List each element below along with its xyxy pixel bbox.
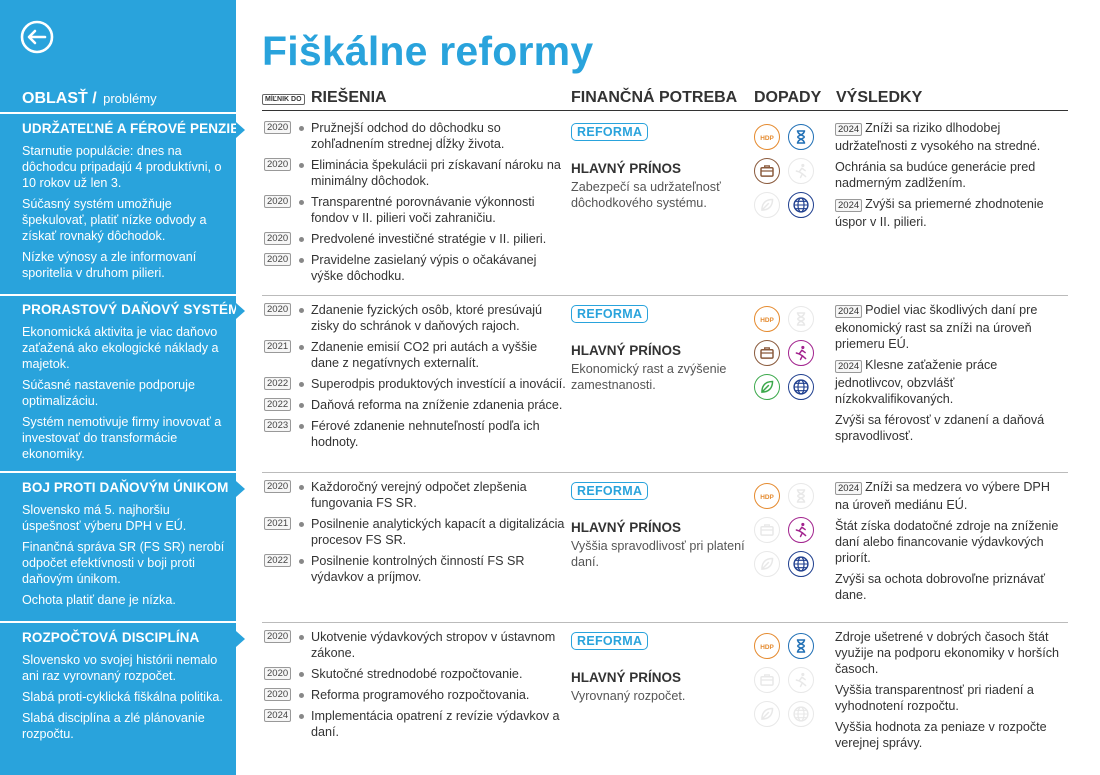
svg-text:HDP: HDP (760, 134, 774, 142)
milestone-year: 2020 (264, 121, 291, 134)
milestone-year: 2020 (264, 232, 291, 245)
benefit-title: HLAVNÝ PRÍNOS (571, 343, 682, 358)
result-text: Zvýši sa férovosť v zdanení a daňová spravodlivosť. (835, 413, 1045, 443)
runner-icon (788, 340, 814, 366)
solution-item (262, 553, 568, 585)
briefcase-icon (754, 517, 780, 543)
timeline-dot (299, 163, 304, 168)
solutions-list (262, 629, 568, 745)
results-list (835, 479, 1065, 608)
sidebar-header (22, 90, 157, 108)
globe-icon (788, 551, 814, 577)
area-title: PRORASTOVÝ DAŇOVÝ SYSTÉM (22, 302, 240, 317)
milestone-year: 2024 (264, 709, 291, 722)
timeline-dot (299, 308, 304, 313)
benefit-text: Zabezpečí sa udržateľnosť dôchodkového systému. (571, 180, 721, 210)
result-item (835, 357, 1065, 407)
result-item (835, 196, 1065, 230)
milestone-year: 2020 (264, 303, 291, 316)
solution-text: Eliminácia špekulácii pri získavaní nároku na minimálny dôchodok. (311, 158, 561, 188)
result-year: 2024 (835, 482, 862, 495)
back-arrow-icon[interactable] (20, 20, 54, 54)
runner-icon (788, 667, 814, 693)
timeline-dot (299, 522, 304, 527)
solution-text: Superodpis produktových investícií a inovácií. (311, 377, 566, 391)
sidebar-divider (0, 112, 236, 114)
timeline-dot (299, 672, 304, 677)
timeline-dot (299, 635, 304, 640)
result-text: Klesne zaťaženie práce jednotlivcov, obzvlášť nízkokvalifikovaných. (835, 358, 998, 406)
problem-text: Systém nemotivuje firmy inovovať a investovať do transformácie ekonomiky. (22, 415, 222, 461)
milestone-year: 2022 (264, 398, 291, 411)
solution-item (262, 397, 568, 413)
problem-text: Ochota platiť dane je nízka. (22, 593, 176, 607)
gdp-icon (754, 483, 780, 509)
milestone-year: 2023 (264, 419, 291, 432)
impact-icons (754, 633, 818, 727)
solutions-list (262, 479, 568, 590)
problem-text: Slabá proti-cyklická fiškálna politika. (22, 690, 223, 704)
timeline-dot (299, 200, 304, 205)
result-item (835, 159, 1065, 191)
area-pointer (236, 631, 245, 647)
result-text: Štát získa dodatočné zdroje na zníženie daní alebo financovanie výdavkových priorít. (835, 519, 1059, 565)
solution-text: Každoročný verejný odpočet zlepšenia fungovania FS SR. (311, 480, 527, 510)
results-list (835, 120, 1065, 235)
result-item (835, 120, 1065, 154)
section-divider (262, 622, 1068, 623)
solution-text: Férové zdanenie nehnuteľností podľa ich hodnoty. (311, 419, 540, 449)
sidebar (0, 0, 240, 775)
result-item (835, 412, 1065, 444)
impacts-header: DOPADY (754, 89, 822, 106)
result-text: Zníži sa medzera vo výbere DPH na úroveň mediánu EÚ. (835, 480, 1050, 512)
result-item (835, 629, 1065, 677)
solution-item (262, 339, 568, 371)
timeline-dot (299, 485, 304, 490)
reform-badge: REFORMA (571, 482, 648, 500)
solution-item (262, 252, 568, 284)
milestone-year: 2020 (264, 195, 291, 208)
benefit-title: HLAVNÝ PRÍNOS (571, 520, 682, 535)
solution-item (262, 120, 568, 152)
problem-text: Nízke výnosy a zle informovaní sporitelia v druhom pilieri. (22, 250, 197, 280)
solution-text: Predvolené investičné stratégie v II. pilieri. (311, 232, 547, 246)
solution-item (262, 231, 568, 247)
result-item (835, 518, 1065, 566)
solution-item (262, 666, 568, 682)
result-text: Ochránia sa budúce generácie pred nadmerným zadlžením. (835, 160, 1036, 190)
timeline-dot (299, 403, 304, 408)
results-list (835, 629, 1065, 756)
leaf-icon (754, 551, 780, 577)
solution-item (262, 194, 568, 226)
area-pointer (236, 122, 245, 138)
runner-icon (788, 517, 814, 543)
result-text: Zdroje ušetrené v dobrých časoch štát využije na podporu ekonomiky v horších časoch. (835, 630, 1060, 676)
solution-item (262, 376, 568, 392)
result-text: Vyššia transparentnosť pri riadení a vyhodnotení rozpočtu. (835, 683, 1034, 713)
solution-item (262, 418, 568, 450)
solution-text: Pružnejší odchod do dôchodku so zohľadnením strednej dĺžky života. (311, 121, 505, 151)
timeline-dot (299, 693, 304, 698)
result-item (835, 571, 1065, 603)
solutions-list (262, 120, 568, 289)
problem-text: Finančná správa SR (FS SR) nerobí odpočet efektívnosti v boji proti daňovým únikom. (22, 540, 225, 586)
page-title: Fiškálne reformy (262, 28, 594, 74)
globe-icon (788, 192, 814, 218)
result-text: Zvýši sa priemerné zhodnotenie úspor v II. pilieri. (835, 197, 1044, 229)
solution-text: Implementácia opatrení z revízie výdavkov a daní. (311, 709, 560, 739)
financial-header: FINANČNÁ POTREBA (571, 89, 738, 106)
sidebar-divider (0, 621, 236, 623)
area-pointer (236, 481, 245, 497)
solutions-list (262, 302, 568, 455)
result-item (835, 479, 1065, 513)
financial-need (571, 123, 746, 211)
area-title: BOJ PROTI DAŇOVÝM ÚNIKOM (22, 480, 229, 495)
solution-item (262, 708, 568, 740)
timeline-dot (299, 345, 304, 350)
solution-item (262, 516, 568, 548)
solution-text: Zdanenie emisií CO2 pri autách a vyššie dane z negatívnych externalít. (311, 340, 538, 370)
sidebar-divider (0, 294, 236, 296)
timeline-dot (299, 424, 304, 429)
svg-text:HDP: HDP (760, 316, 774, 324)
result-year: 2024 (835, 360, 862, 373)
benefit-title: HLAVNÝ PRÍNOS (571, 161, 682, 176)
solution-item (262, 479, 568, 511)
area-pointer (236, 303, 245, 319)
leaf-icon (754, 701, 780, 727)
gdp-icon (754, 306, 780, 332)
financial-need (571, 632, 746, 704)
milestone-header: MÍĽNIK DO (262, 94, 305, 105)
solution-text: Skutočné strednodobé rozpočtovanie. (311, 667, 523, 681)
benefit-text: Ekonomický rast a zvýšenie zamestnanosti. (571, 362, 727, 392)
problem-text: Slovensko vo svojej histórii nemalo ani raz vyrovnaný rozpočet. (22, 653, 218, 683)
solution-text: Posilnenie analytických kapacít a digitalizácia procesov FS SR. (311, 517, 565, 547)
solution-item (262, 687, 568, 703)
timeline-dot (299, 126, 304, 131)
briefcase-icon (754, 158, 780, 184)
area-title: UDRŽATEĽNÉ A FÉROVÉ PENZIE (22, 121, 240, 136)
runner-icon (788, 158, 814, 184)
gdp-icon (754, 633, 780, 659)
area-tax-system (22, 302, 240, 467)
timeline-dot (299, 382, 304, 387)
globe-icon (788, 374, 814, 400)
hourglass-icon (788, 633, 814, 659)
milestone-year: 2022 (264, 554, 291, 567)
problem-text: Starnutie populácie: dnes na dôchodcu pripadajú 4 produktívni, o 10 rokov už len 3. (22, 144, 222, 190)
globe-icon (788, 701, 814, 727)
sidebar-header-main: OBLASŤ / (22, 90, 97, 107)
problem-text: Súčasné nastavenie podporuje optimalizáciu. (22, 378, 195, 408)
solution-item (262, 157, 568, 189)
area-pensions (22, 121, 240, 286)
sidebar-header-sub: problémy (103, 91, 157, 106)
milestone-year: 2022 (264, 377, 291, 390)
area-title: ROZPOČTOVÁ DISCIPLÍNA (22, 630, 200, 645)
reform-badge: REFORMA (571, 632, 648, 650)
solution-text: Posilnenie kontrolných činností FS SR výdavkov a príjmov. (311, 554, 525, 584)
leaf-icon (754, 192, 780, 218)
area-budget (22, 630, 230, 747)
impact-icons (754, 306, 818, 400)
section-divider (262, 295, 1068, 296)
solutions-header: RIEŠENIA (311, 89, 387, 106)
hourglass-icon (788, 306, 814, 332)
svg-text:HDP: HDP (760, 643, 774, 651)
financial-need (571, 305, 746, 393)
milestone-year: 2020 (264, 480, 291, 493)
result-year: 2024 (835, 123, 862, 136)
impact-icons (754, 483, 818, 577)
result-item (835, 719, 1065, 751)
sidebar-divider (0, 471, 236, 473)
timeline-dot (299, 714, 304, 719)
problem-text: Slabá disciplína a zlé plánovanie rozpočtu. (22, 711, 205, 741)
milestone-year: 2020 (264, 158, 291, 171)
milestone-year: 2021 (264, 517, 291, 530)
benefit-text: Vyrovnaný rozpočet. (571, 689, 686, 703)
reform-badge: REFORMA (571, 123, 648, 141)
results-list (835, 302, 1065, 449)
solution-text: Reforma programového rozpočtovania. (311, 688, 530, 702)
financial-need (571, 482, 746, 570)
timeline-dot (299, 258, 304, 263)
benefit-title: HLAVNÝ PRÍNOS (571, 670, 682, 685)
result-item (835, 302, 1065, 352)
results-header: VÝSLEDKY (836, 89, 923, 106)
result-item (835, 682, 1065, 714)
leaf-icon (754, 374, 780, 400)
timeline-dot (299, 559, 304, 564)
area-tax-evasion (22, 480, 230, 613)
solution-text: Zdanenie fyzických osôb, ktoré presúvajú zisky do schránok v daňových rajoch. (311, 303, 543, 333)
result-year: 2024 (835, 305, 862, 318)
hourglass-icon (788, 124, 814, 150)
solution-item (262, 302, 568, 334)
result-text: Zvýši sa ochota dobrovoľne priznávať dane. (835, 572, 1046, 602)
milestone-year: 2020 (264, 630, 291, 643)
header-divider (262, 110, 1068, 111)
solution-text: Transparentné porovnávanie výkonnosti fondov v II. pilieri voči zahraničiu. (311, 195, 535, 225)
svg-text:HDP: HDP (760, 493, 774, 501)
result-text: Podiel viac škodlivých daní pre ekonomický rast sa zníži na úroveň priemeru EÚ. (835, 303, 1038, 351)
milestone-year: 2020 (264, 667, 291, 680)
problem-text: Ekonomická aktivita je viac daňovo zaťažená ako ekologické náklady a majetok. (22, 325, 219, 371)
briefcase-icon (754, 340, 780, 366)
hourglass-icon (788, 483, 814, 509)
result-text: Vyššia hodnota za peniaze v rozpočte verejnej správy. (835, 720, 1047, 750)
benefit-text: Vyššia spravodlivosť pri platení daní. (571, 539, 745, 569)
milestone-year: 2021 (264, 340, 291, 353)
result-text: Zníži sa riziko dlhodobej udržateľnosti z vysokého na stredné. (835, 121, 1041, 153)
impact-icons (754, 124, 818, 218)
solution-text: Daňová reforma na zníženie zdanenia práce. (311, 398, 563, 412)
solution-text: Pravidelne zasielaný výpis o očakávanej výške dôchodku. (311, 253, 537, 283)
briefcase-icon (754, 667, 780, 693)
solution-text: Ukotvenie výdavkových stropov v ústavnom zákone. (311, 630, 556, 660)
milestone-year: 2020 (264, 688, 291, 701)
problem-text: Slovensko má 5. najhoršiu úspešnosť výberu DPH v EÚ. (22, 503, 187, 533)
milestone-year: 2020 (264, 253, 291, 266)
timeline-dot (299, 237, 304, 242)
problem-text: Súčasný systém umožňuje špekulovať, platiť nízke odvody a získať rovnaký dôchodok. (22, 197, 207, 243)
solution-item (262, 629, 568, 661)
result-year: 2024 (835, 199, 862, 212)
section-divider (262, 472, 1068, 473)
gdp-icon (754, 124, 780, 150)
reform-badge: REFORMA (571, 305, 648, 323)
